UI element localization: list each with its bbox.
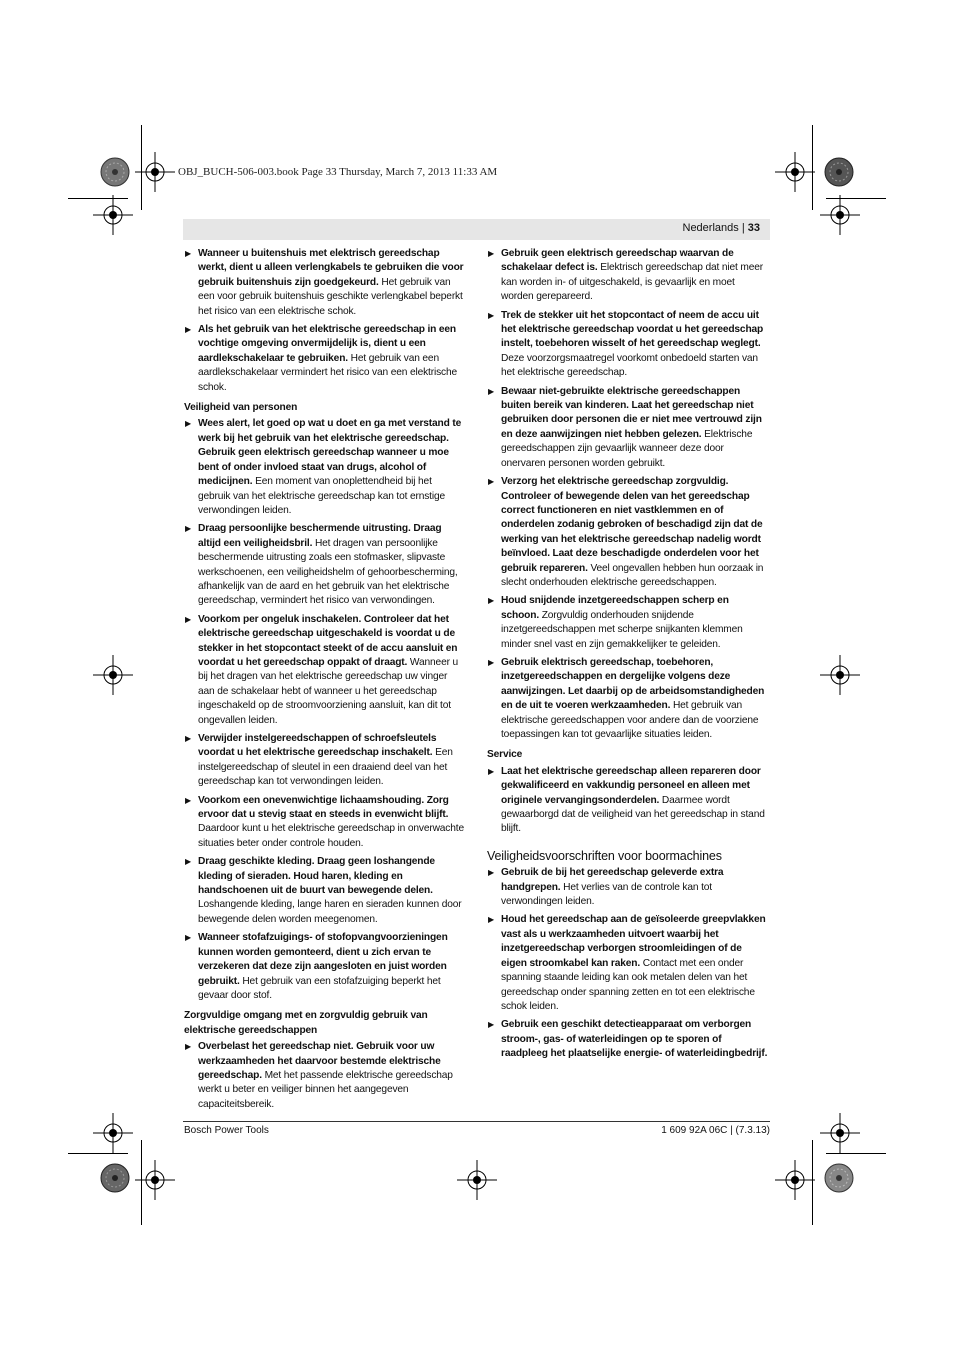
bullet-item (184, 417, 466, 518)
bullet-body-text: Met het passende elektrische gereedschap werkt u beter en veiliger binnen het aangegeven capaciteitsbereik. (198, 1069, 453, 1110)
subheading-service: Service (487, 749, 523, 761)
bullet-item (184, 522, 466, 608)
left-column (184, 247, 466, 1116)
bullet-body-text: Deze voorzorgsmaatregel voorkomt onbedoeld starten van het elektrische gereedschap. (501, 352, 758, 379)
bullet-body-text: Loshangende kleding, lange haren en sieraden kunnen door bewegende delen worden meegenomen. (198, 899, 462, 925)
bullet-arrow-icon: ▶ (185, 1042, 192, 1052)
bullet-item (184, 931, 466, 1003)
bullet-bold-text: Houd snijdende inzetgereedschappen scherp en schoon. (501, 595, 729, 621)
trim-line (68, 1153, 128, 1154)
bullet-bold-text: Gebruik geen elektrisch gereedschap waarvan de schakelaar defect is. (501, 248, 734, 274)
color-calibration-mark-icon (824, 1163, 854, 1193)
bullet-list (487, 247, 769, 742)
bullet-arrow-icon: ▶ (488, 310, 495, 320)
bullet-item (184, 732, 466, 790)
registration-mark-icon (820, 195, 860, 235)
bullet-arrow-icon: ▶ (185, 933, 192, 943)
bullet-bold-text: Verwijder instelgereedschappen of schroefsleutels voordat u het elektrische gereedschap inschakelt. (198, 733, 437, 759)
header-label (683, 222, 761, 234)
bullet-body-text: Elektrische gereedschappen zijn gevaarlijk wanneer deze door onervaren personen worden gebruikt. (501, 428, 753, 469)
bullet-arrow-icon: ▶ (185, 734, 192, 743)
bullet-arrow-icon: ▶ (185, 857, 192, 867)
bullet-arrow-icon: ▶ (488, 657, 495, 667)
bullet-arrow-icon: ▶ (488, 1020, 495, 1030)
subheading-personen: Veiligheid van personen (184, 402, 298, 414)
bullet-body-text: Het gebruik van een voor gebruik buitenshuis geschikte verlengkabel beperkt het risico van een elektrische schok. (198, 276, 463, 317)
bullet-bold-text: Als het gebruik van het elektrische gereedschap in een vochtige omgeving onvermijdelijk is, dient u een aardlekschakelaar te gebruiken. (198, 324, 457, 364)
registration-mark-icon (93, 655, 133, 695)
footer-brand: Bosch Power Tools (184, 1125, 269, 1136)
bullet-item (184, 247, 466, 319)
bullet-item (184, 855, 466, 927)
page-header (183, 219, 770, 240)
print-info: OBJ_BUCH-506-003.book Page 33 Thursday, March 7, 2013 11:33 AM (178, 166, 498, 178)
bullet-body-text: Het gebruik van een aardlekschakelaar vermindert het risico van een elektrische schok. (198, 352, 457, 393)
page-number: 33 (747, 222, 760, 234)
bullet-body-text: Wanneer u bij het dragen van het elektrische gereedschap uw vinger aan de schakelaar hebt of wanneer u het gereedschap ingeschakeld op de stroomvoorziening aansluit, kan dit tot ongevallen leiden. (198, 656, 459, 726)
bullet-body-text: Daardoor kunt u het elektrische gereedschap in onverwachte situaties beter onder controle houden. (198, 823, 464, 849)
bullet-bold-text: Voorkom een onevenwichtige lichaamshouding. Zorg ervoor dat u stevig staat en steeds in evenwicht blijft. (198, 794, 449, 821)
registration-mark-icon (93, 1113, 133, 1153)
color-calibration-mark-icon (100, 157, 130, 187)
trim-line (826, 1153, 886, 1154)
registration-mark-icon (820, 1113, 860, 1153)
section-title: Veiligheidsvoorschriften voor boormachines (487, 848, 722, 863)
bullet-arrow-icon: ▶ (185, 325, 192, 335)
bullet-body-text: Het dragen van persoonlijke beschermende uitrusting zoals een stofmasker, slipvaste werkschoenen, een veiligheidshelm of gehoorbescherming, afhankelijk van de aard en het gebruik van het elektrische gereedschap, vermindert het risico van verwondingen. (198, 537, 458, 607)
bullet-arrow-icon: ▶ (488, 477, 495, 487)
bullet-bold-text: Trek de stekker uit het stopcontact of neem de accu uit het elektrische gereedschap voordat u het gereedschap instelt, toebehoren wisselt of het gereedschap weglegt. (501, 309, 764, 350)
bullet-item (184, 794, 466, 852)
bullet-bold-text: Gebruik de bij het gereedschap geleverde extra handgrepen. (501, 867, 724, 893)
subheading-omgang: Zorgvuldige omgang met en zorgvuldig gebruik van elektrische gereedschappen (184, 1010, 428, 1036)
bullet-arrow-icon: ▶ (185, 795, 192, 805)
bullet-body-text: Een instelgereedschap of sleutel in een draaiend deel van het gereedschap kan tot verwondingen leiden. (198, 747, 453, 788)
bullet-arrow-icon: ▶ (185, 419, 192, 429)
color-calibration-mark-icon (824, 157, 854, 187)
bullet-body-text: Elektrisch gereedschap dat niet meer kan worden in- of uitgeschakeld, is gevaarlijk en moet worden gerepareerd. (501, 262, 763, 303)
right-column (487, 247, 769, 1066)
bullet-body-text: Daarmee wordt gewaarborgd dat de veiligheid van het gereedschap in stand blijft. (501, 794, 765, 835)
bullet-arrow-icon: ▶ (488, 766, 495, 776)
bullet-bold-text: Gebruik elektrisch gereedschap, toebehoren, inzetgereedschappen en dergelijke volgens deze aanwijzingen. Let daarbij op de arbeidsomstandigheden en de uit te voeren werkzaamheden. (501, 656, 765, 712)
header-separator: | (741, 222, 745, 234)
bullet-list (487, 765, 769, 837)
registration-mark-icon (135, 1160, 175, 1200)
bullet-bold-text: Draag geschikte kleding. Draag geen loshangende kleding of sieraden. Houd haren, kleding en handschoenen uit de buurt van bewegende delen. (198, 856, 435, 897)
bullet-list (184, 1040, 466, 1112)
bullet-item (487, 913, 769, 1014)
bullet-bold-text: Verzorg het elektrische gereedschap zorgvuldig. Controleer of bewegende delen van het gereedschap correct functioneren en niet vastklemmen en of onderdelen zodanig gebroken of beschadigd zijn dat de werking van het elektrische gereedschap nadelig wordt beïnvloed. Laat deze beschadigde onderdelen voor het gebruik repareren. (501, 476, 763, 574)
registration-mark-icon (775, 152, 815, 192)
registration-mark-icon (135, 152, 175, 192)
registration-mark-icon (93, 195, 133, 235)
bullet-item (487, 475, 769, 590)
footer-rule (183, 1121, 770, 1122)
bullet-bold-text: Wanneer u buitenshuis met elektrisch gereedschap werkt, dient u alleen verlengkabels te gebruiken die voor gebruik buitenshuis zijn goedgekeurd. (198, 248, 464, 288)
footer-doc-number: 1 609 92A 06C | (7.3.13) (661, 1125, 770, 1136)
bullet-item (487, 866, 769, 909)
bullet-bold-text: Bewaar niet-gebruikte elektrische gereedschappen buiten bereik van kinderen. Laat het gereedschap niet gebruiken door personen die er niet mee vertrouwd zijn en deze aanwijzingen niet hebben gelezen. (501, 385, 762, 440)
bullet-list (487, 866, 769, 1061)
bullet-arrow-icon: ▶ (488, 868, 495, 878)
bullet-arrow-icon: ▶ (185, 524, 192, 534)
bullet-body-text: Veel ongevallen hebben hun oorzaak in slecht onderhouden elektrische gereedschappen. (501, 562, 764, 588)
bullet-item (184, 613, 466, 728)
bullet-bold-text: Wees alert, let goed op wat u doet en ga met verstand te werk bij het gebruik van het elektrische gereedschap. Gebruik geen elektrisch gereedschap wanneer u moe bent of onder invloed staat van drugs, alcohol of medicijnen. (198, 418, 462, 488)
header-language: Nederlands (682, 222, 739, 234)
bullet-bold-text: Gebruik een geschikt detectieapparaat om verborgen stroom-, gas- of waterleidingen op te sporen of raadpleeg het plaatselijke energie- of waterleidingbedrijf. (501, 1019, 768, 1060)
registration-mark-icon (775, 1160, 815, 1200)
bullet-body-text: Contact met een onder spanning staande leiding kan ook metalen delen van het gereedschap onder spanning zetten en tot een elektrische schok leiden. (501, 957, 755, 1012)
bullet-bold-text: Voorkom per ongeluk inschakelen. Controleer dat het elektrische gereedschap uitgeschakeld is voordat u de stekker in het stopcontact steekt of de accu aansluit en voordat u het gereedschap oppakt of draagt. (198, 613, 458, 668)
registration-mark-icon (820, 655, 860, 695)
bullet-body-text: Het gebruik van een stofafzuiging beperkt het gevaar door stof. (198, 975, 441, 1001)
bullet-bold-text: Draag persoonlijke beschermende uitrusting. Draag altijd een veiligheidsbril. (198, 523, 442, 549)
bullet-body-text: Het verlies van de controle kan tot verwondingen leiden. (501, 881, 712, 908)
bullet-item (487, 656, 769, 742)
bullet-body-text: Het gebruik van elektrische gereedschappen voor andere dan de voorziene toepassingen kan tot gevaarlijke situaties leiden. (501, 700, 759, 740)
bullet-list (184, 417, 466, 1003)
bullet-list (184, 247, 466, 395)
bullet-item (487, 309, 769, 381)
bullet-arrow-icon: ▶ (488, 915, 495, 925)
bullet-bold-text: Laat het elektrische gereedschap alleen repareren door gekwalificeerd en vakkundig personeel en alleen met originele vervangingsonderdelen. (501, 765, 761, 806)
bullet-bold-text: Overbelast het gereedschap niet. Gebruik voor uw werkzaamheden het daarvoor bestemde elektrische gereedschap. (198, 1041, 441, 1081)
bullet-body-text: Een moment van onoplettendheid bij het gebruik van het elektrische gereedschap kan tot ernstige verwondingen leiden. (198, 476, 446, 516)
bullet-item (487, 765, 769, 837)
bullet-arrow-icon: ▶ (488, 386, 495, 396)
bullet-arrow-icon: ▶ (185, 249, 192, 258)
bullet-item (184, 323, 466, 395)
bullet-item (487, 594, 769, 652)
bullet-body-text: Zorgvuldig onderhouden snijdende inzetgereedschappen met scherpe snijkanten klemmen minder snel vast en zijn gemakkelijker te geleiden. (501, 609, 743, 650)
bullet-bold-text: Houd het gereedschap aan de geïsoleerde greepvlakken vast als u werkzaamheden uitvoert waarbij het inzetgereedschap verborgen stroomleidingen of de eigen stroomkabel kan raken. (501, 914, 766, 969)
bullet-item (487, 1018, 769, 1061)
color-calibration-mark-icon (100, 1163, 130, 1193)
bullet-item (487, 247, 769, 305)
registration-mark-icon (457, 1160, 497, 1200)
bullet-arrow-icon: ▶ (488, 596, 495, 606)
bullet-arrow-icon: ▶ (488, 249, 495, 258)
bullet-arrow-icon: ▶ (185, 614, 192, 624)
bullet-item (184, 1040, 466, 1112)
bullet-bold-text: Wanneer stofafzuigings- of stofopvangvoorzieningen kunnen worden gemonteerd, dient u zich ervan te verzekeren dat deze zijn aangesloten en juist worden gebruikt. (198, 932, 448, 987)
bullet-item (487, 385, 769, 471)
